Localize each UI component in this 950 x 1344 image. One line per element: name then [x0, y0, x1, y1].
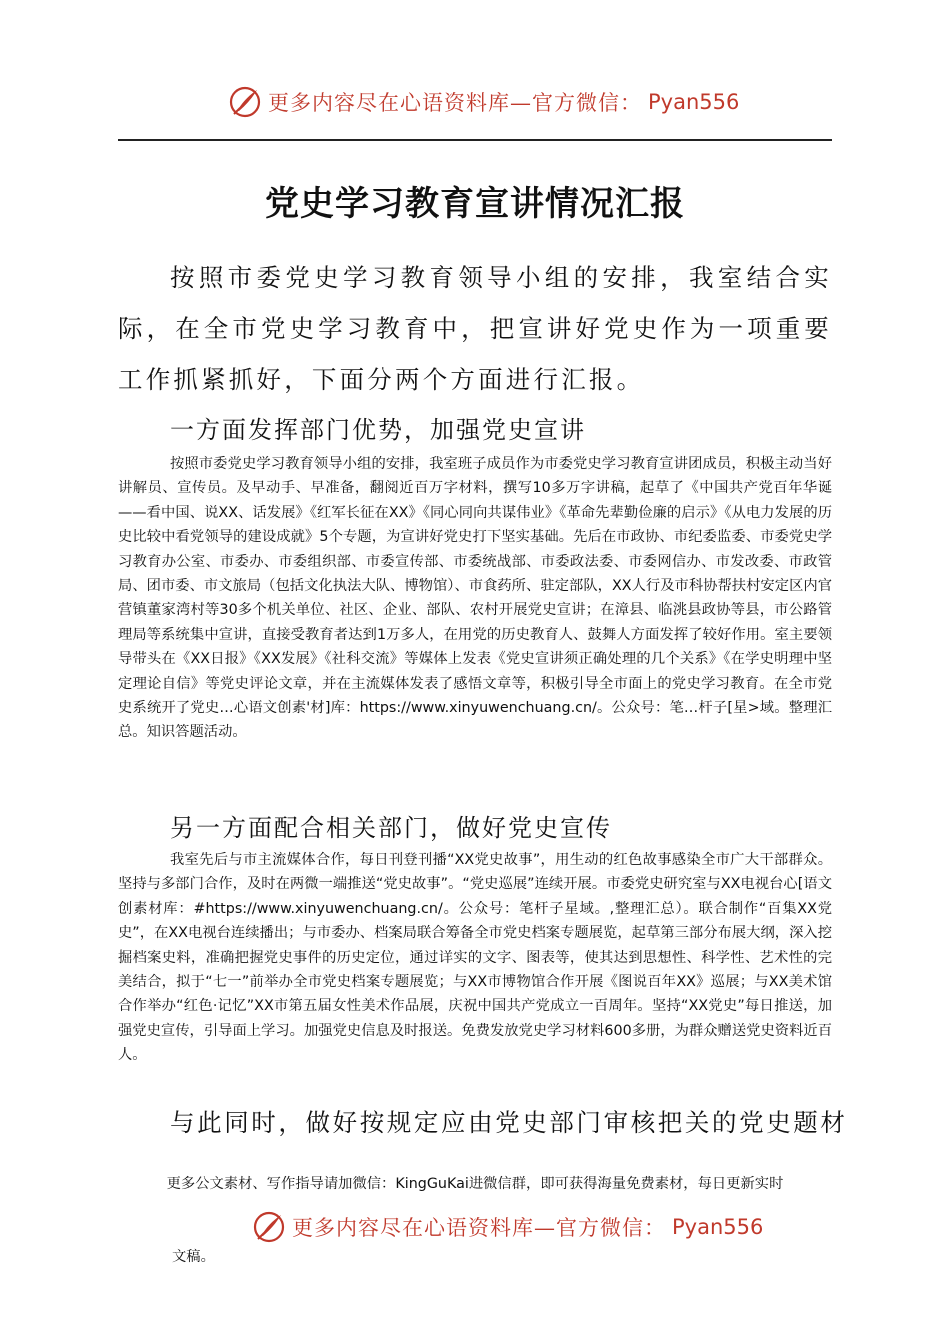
intro-paragraph: 按照市委党史学习教育领导小组的安排，我室结合实际，在全市党史学习教育中，把宣讲好党史作为一项重要工作抓紧抓好，下面分两个方面进行汇报。 — [118, 263, 832, 394]
section3-start: 与此同时，做好按规定应由党史部门审核把关的党史题材 — [170, 1108, 848, 1137]
watermark-handle: Pyan556 — [648, 90, 740, 114]
watermark-bottom — [252, 1210, 763, 1244]
document-title: 党史学习教育宣讲情况汇报 — [265, 184, 685, 224]
section2-body: 我室先后与市主流媒体合作，每日刊登刊播“XX党史故事”，用生动的红色故事感染全市广大干部群众。坚持与多部门合作，及时在两微一端推送“党史故事”。“党史巡展”连续开展。市委党史研究室与XX电视台心[语文创素材库：#https://www.xinyuwenchuang.cn/。公众号：笔杆子星域。,整理汇总）。联合制作“百集XX党史”，在XX电视台连续播出；与市委办、档案局联合筹备全市党史档案专题展览，起草第三部分布展大纲，深入挖掘档案史料，准确把握党史事件的历史定位，通过详实的文字、图表等，使其达到思想性、科学性、艺术性的完美结合，拟于“七一”前举办全市党史档案专题展览；与XX市博物馆合作开展《图说百年XX》巡展；与XX美术馆合作举办“红色·记忆”XX市第五届女性美术作品展，庆祝中国共产党成立一百周年。坚持“XX党史”每日推送，加强党史宣传，引导面上学习。加强党史信息及时报送。免费发放党史学习材料600多册，为群众赠送党史资料近百人。 — [118, 852, 832, 1064]
quill-logo-icon — [228, 85, 262, 119]
watermark-top — [228, 85, 739, 119]
tail-text: 文稿。 — [172, 1249, 215, 1265]
quill-logo-icon — [252, 1210, 286, 1244]
header-rule — [118, 139, 832, 141]
watermark-text: 更多内容尽在心语资料库—官方微信： — [292, 1216, 666, 1240]
section1-body: 按照市委党史学习教育领导小组的安排，我室班子成员作为市委党史学习教育宣讲团成员，积极主动当好讲解员、宣传员。及早动手、早准备，翻阅近百万字材料，撰写10多万字讲稿，起草了《中国共产党百年华诞——看中国、说XX、话发展》《红军长征在XX》《同心同向共谋伟业》《革命先辈勤俭廉的启示》《从电力发展的历史比较中看党领导的建设成就》5个专题，为宣讲好党史打下坚实基础。先后在市政协、市纪委监委、市委党史学习教育办公室、市委办、市委组织部、市委宣传部、市委统战部、市委政法委、市委网信办、市发改委、市政管局、团市委、市文旅局（包括文化执法大队、博物馆）、市食药所、驻定部队，XX人行及市科协帮扶村安定区内官营镇董家湾村等30多个机关单位、社区、企业、部队、农村开展党史宣讲；在漳县、临洮县政协等县，市公路管理局等系统集中宣讲，直接受教育者达到1万多人，在用党的历史教育人、鼓舞人方面发挥了较好作用。室主要领导带头在《XX日报》《XX发展》《社科交流》等媒体上发表《党史宣讲须正确处理的几个关系》《在学史明理中坚定理论自信》等党史评论文章，并在主流媒体发表了感悟文章等，积极引导全市面上的党史学习教育。在全市党史系统开了党史…心语文创素'材]库：https://www.xinyuwenchuang.cn/。公众号：笔…杆子[星>域。整理汇总。知识答题活动。 — [118, 456, 832, 741]
watermark-text: 更多内容尽在心语资料库—官方微信： — [268, 91, 642, 115]
watermark-handle: Pyan556 — [672, 1215, 764, 1239]
footer-note: 更多公文素材、写作指导请加微信：KingGuKai进微信群，即可获得海量免费素材，每日更新实时 — [166, 1176, 784, 1192]
section1-heading: 一方面发挥部门优势，加强党史宣讲 — [170, 416, 586, 444]
section2-heading: 另一方面配合相关部门，做好党史宣传 — [170, 814, 612, 842]
